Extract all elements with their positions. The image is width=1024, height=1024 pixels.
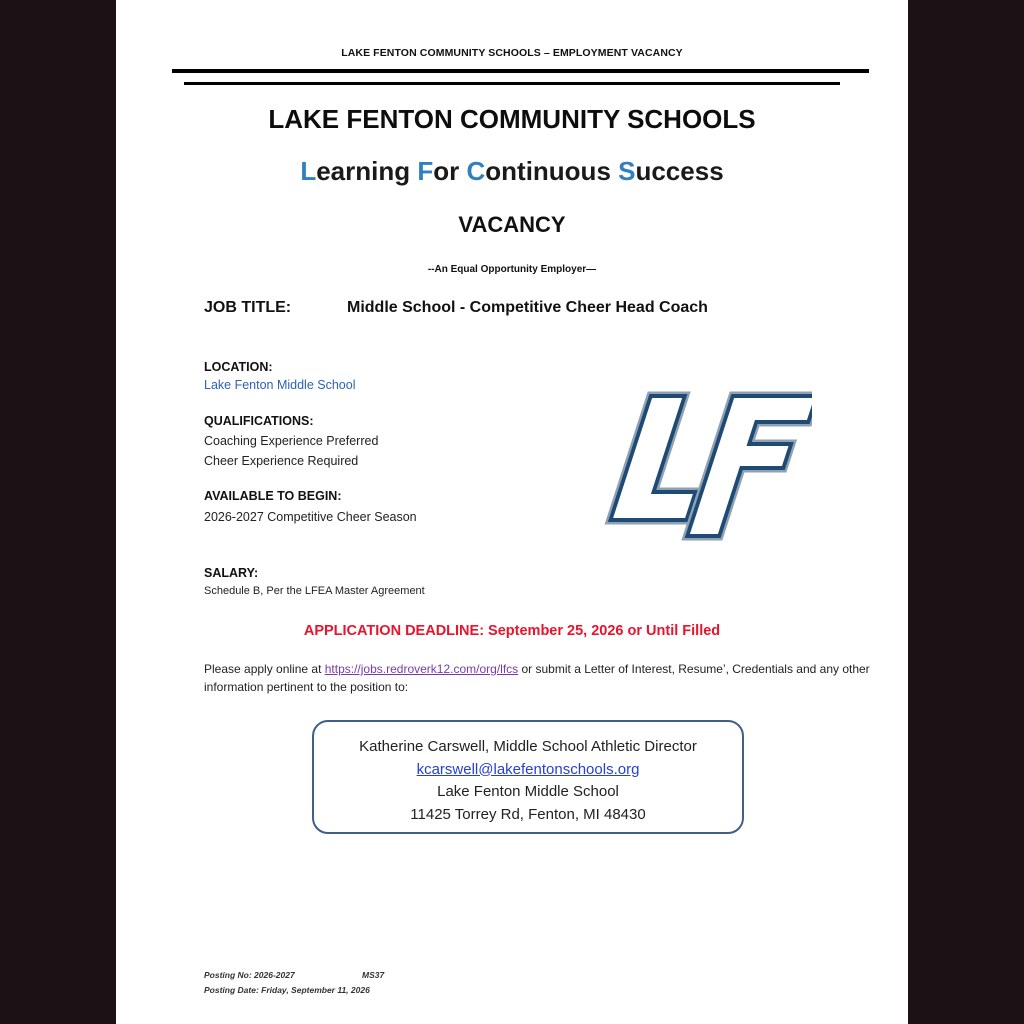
posting-code: MS37 <box>362 970 385 980</box>
header-rule-thin <box>184 82 840 85</box>
location-value: Lake Fenton Middle School <box>204 378 356 392</box>
location-label: LOCATION: <box>204 360 273 374</box>
lf-logo-icon <box>600 386 812 546</box>
job-title-label: JOB TITLE: <box>204 299 292 316</box>
apply-prefix: Please apply online at <box>204 662 325 676</box>
document-header: LAKE FENTON COMMUNITY SCHOOLS – EMPLOYMENT VACANCY <box>341 47 683 59</box>
motto-letter: C <box>466 156 486 186</box>
header-rule-thick <box>172 69 869 73</box>
contact-address: 11425 Torrey Rd, Fenton, MI 48430 <box>410 805 646 823</box>
apply-suffix: or submit a Letter of Interest, Resume’, Credentials and any other information pertinent to the position to: <box>204 662 870 694</box>
district-title: LAKE FENTON COMMUNITY SCHOOLS <box>268 104 756 134</box>
apply-link[interactable]: https://jobs.redroverk12.com/org/lfcs <box>324 662 519 676</box>
apply-instructions <box>204 660 874 696</box>
qualifications-label: QUALIFICATIONS: <box>204 414 314 428</box>
salary-value: Schedule B, Per the LFEA Master Agreement <box>204 585 425 597</box>
motto-letter: L <box>300 156 317 186</box>
salary-label: SALARY: <box>204 566 259 580</box>
posting-date: Posting Date: Friday, September 11, 2026 <box>204 985 370 995</box>
district-motto <box>116 156 908 187</box>
equal-opportunity-note: --An Equal Opportunity Employer— <box>427 264 597 275</box>
motto-letter: S <box>618 156 636 186</box>
contact-box <box>312 720 744 834</box>
available-value: 2026-2027 Competitive Cheer Season <box>204 510 417 524</box>
job-title-value: Middle School - Competitive Cheer Head Coach <box>347 299 708 316</box>
motto-word: ontinuous <box>485 156 619 186</box>
contact-school: Lake Fenton Middle School <box>437 783 619 800</box>
motto-word: or <box>433 156 467 186</box>
motto-letter: F <box>417 156 434 186</box>
available-label: AVAILABLE TO BEGIN: <box>204 489 342 503</box>
vacancy-heading: VACANCY <box>458 212 566 237</box>
contact-name: Katherine Carswell, Middle School Athletic Director <box>359 738 697 755</box>
qualification-item: Cheer Experience Required <box>204 454 359 468</box>
contact-email-link[interactable]: kcarswell@lakefentonschools.org <box>416 760 640 778</box>
posting-number: Posting No: 2026-2027 <box>204 970 295 980</box>
application-deadline: APPLICATION DEADLINE: September 25, 2026 or Until Filled <box>303 623 721 639</box>
motto-word: uccess <box>635 156 724 186</box>
vacancy-document <box>116 0 908 1024</box>
qualification-item: Coaching Experience Preferred <box>204 434 379 448</box>
motto-word: earning <box>316 156 418 186</box>
